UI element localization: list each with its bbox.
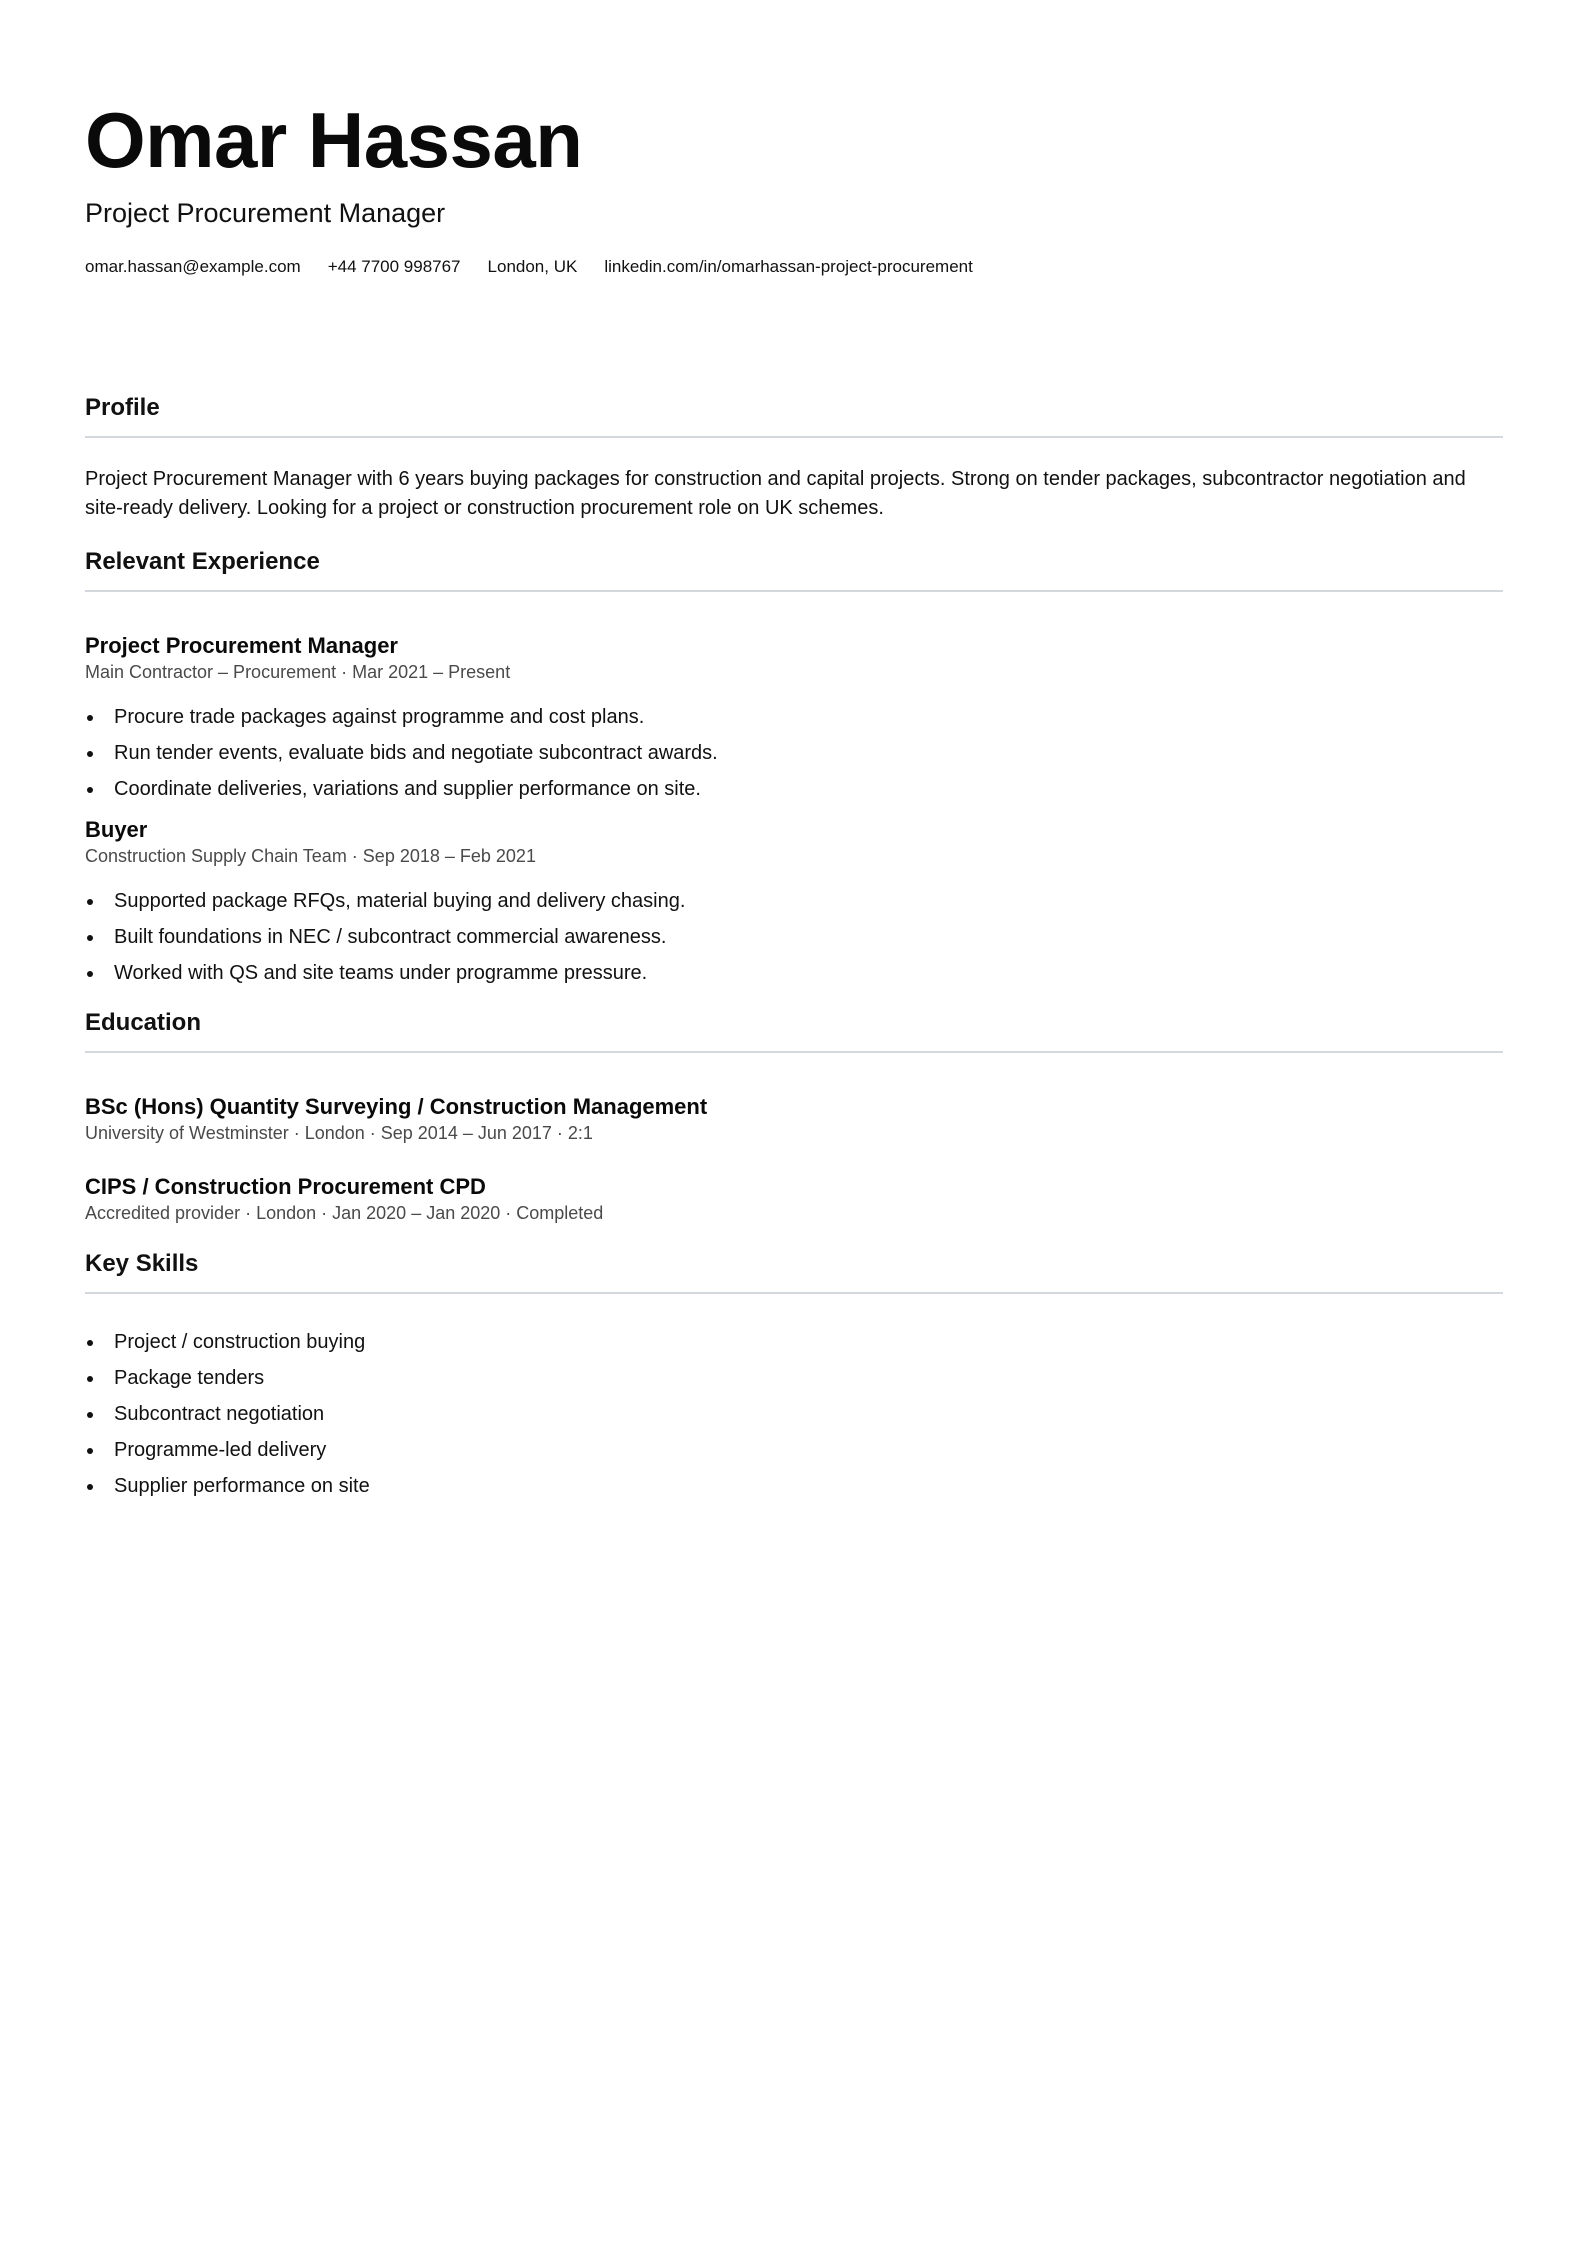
job-meta: Main Contractor – Procurement · Mar 2021 – Present (85, 662, 511, 682)
job-title: Project Procurement Manager (85, 633, 398, 658)
experience-heading: Relevant Experience (85, 548, 320, 575)
list-item: Programme-led delivery (85, 1437, 1503, 1463)
profile-section (85, 393, 1503, 523)
list-item: Built foundations in NEC / subcontract commercial awareness. (85, 924, 1503, 950)
experience-section (85, 547, 1503, 986)
resume-header (85, 98, 1503, 278)
list-item: Worked with QS and site teams under programme pressure. (85, 960, 1503, 986)
bullet-icon (87, 787, 93, 793)
education-entry (85, 1173, 1503, 1225)
contact-location: London, UK (487, 257, 578, 276)
contact-email[interactable]: omar.hassan@example.com (85, 257, 301, 276)
list-item: Run tender events, evaluate bids and negotiate subcontract awards. (85, 740, 1503, 766)
job-title: Buyer (85, 817, 148, 842)
list-item: Package tenders (85, 1365, 1503, 1391)
job-bullets (85, 704, 1503, 802)
section-divider (85, 590, 1503, 592)
bullet-icon (87, 1448, 93, 1454)
candidate-title: Project Procurement Manager (85, 198, 446, 228)
bullet-icon (87, 1340, 93, 1346)
contact-line (85, 256, 1503, 278)
contact-phone[interactable]: +44 7700 998767 (327, 257, 461, 276)
bullet-icon (87, 899, 93, 905)
education-heading: Education (85, 1009, 202, 1036)
experience-entry (85, 632, 1503, 802)
bullet-icon (87, 1376, 93, 1382)
list-item: Supplier performance on site (85, 1473, 1503, 1499)
job-meta: Construction Supply Chain Team · Sep 2018 – Feb 2021 (85, 846, 536, 866)
bullet-icon (87, 935, 93, 941)
bullet-icon (87, 751, 93, 757)
list-item: Subcontract negotiation (85, 1401, 1503, 1427)
degree-title: BSc (Hons) Quantity Surveying / Construction Management (85, 1094, 708, 1119)
contact-linkedin[interactable]: linkedin.com/in/omarhassan-project-procurement (604, 257, 973, 276)
list-item: Procure trade packages against programme and cost plans. (85, 704, 1503, 730)
education-section (85, 1008, 1503, 1225)
degree-title: CIPS / Construction Procurement CPD (85, 1174, 486, 1199)
list-item: Project / construction buying (85, 1329, 1503, 1355)
candidate-name: Omar Hassan (85, 96, 583, 184)
bullet-icon (87, 715, 93, 721)
profile-heading: Profile (85, 394, 160, 421)
degree-meta: Accredited provider · London · Jan 2020 – Jan 2020 · Completed (85, 1203, 604, 1223)
bullet-icon (87, 1484, 93, 1490)
bullet-icon (87, 1412, 93, 1418)
section-divider (85, 1051, 1503, 1053)
section-divider (85, 436, 1503, 438)
skills-list (85, 1329, 1503, 1499)
education-entry (85, 1093, 1503, 1145)
experience-entry (85, 816, 1503, 986)
skills-heading: Key Skills (85, 1250, 199, 1277)
profile-text: Project Procurement Manager with 6 years buying packages for construction and capital projects. Strong on tender packages, subcontractor negotiation and site-ready delivery. Looking for a project or construction procurement role on UK schemes. (85, 468, 1466, 519)
degree-meta: University of Westminster · London · Sep 2014 – Jun 2017 · 2:1 (85, 1123, 593, 1143)
job-bullets (85, 888, 1503, 986)
list-item: Supported package RFQs, material buying and delivery chasing. (85, 888, 1503, 914)
list-item: Coordinate deliveries, variations and supplier performance on site. (85, 776, 1503, 802)
section-divider (85, 1292, 1503, 1294)
skills-section (85, 1249, 1503, 1499)
bullet-icon (87, 971, 93, 977)
